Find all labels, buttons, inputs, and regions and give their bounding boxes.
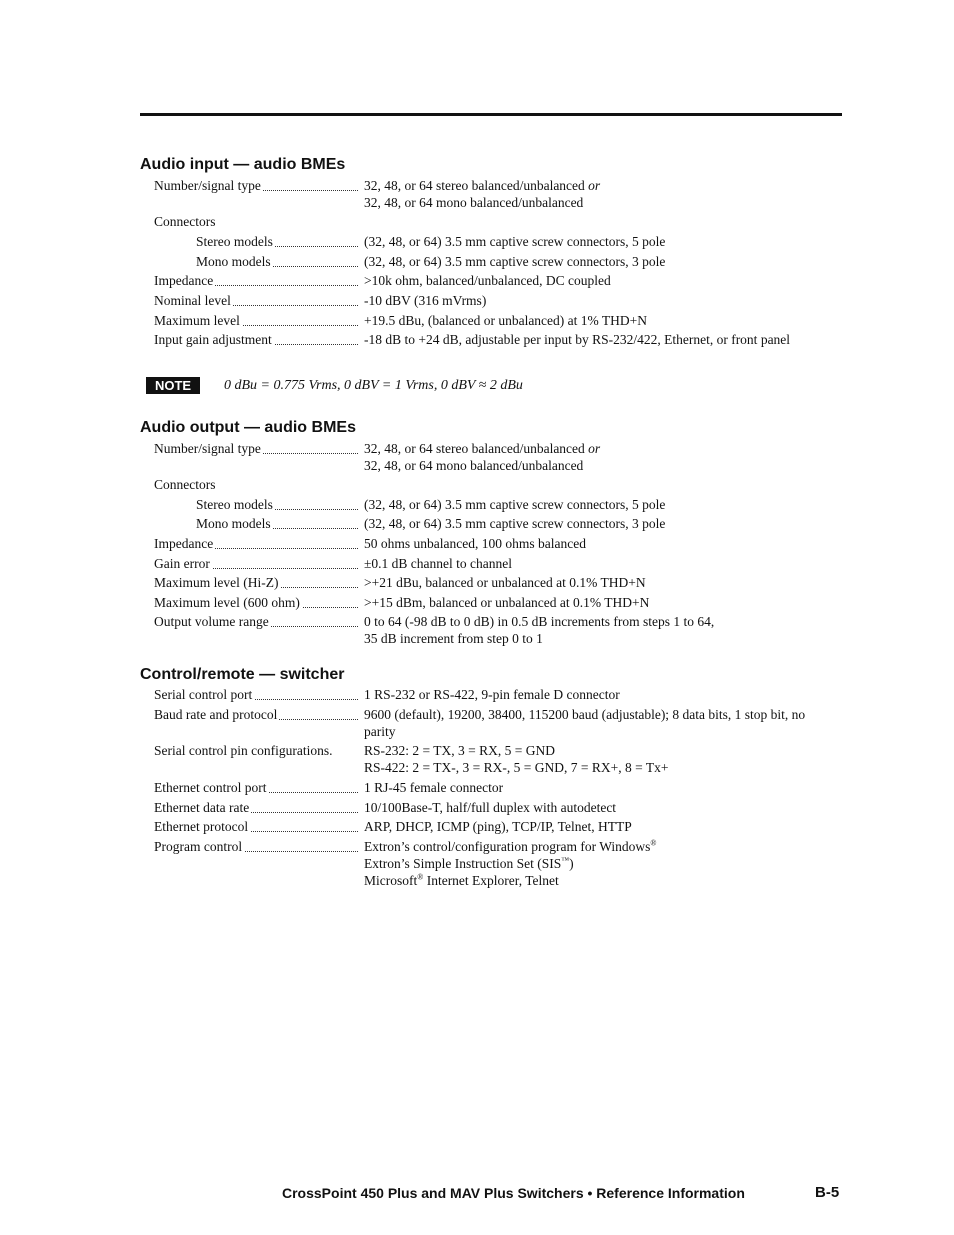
spec-value: >+15 dBm, balanced or unbalanced at 0.1% THD+N [364, 595, 650, 610]
spec-label: Gain error [154, 555, 358, 572]
spec-value: >+21 dBu, balanced or unbalanced at 0.1% THD+N [364, 575, 646, 590]
registered-mark: ® [650, 838, 657, 848]
spec-value: 1 RS-232 or RS-422, 9-pin female D connector [364, 687, 620, 702]
spec-label: Maximum level (600 ohm) [154, 594, 358, 611]
spec-value: 32, 48, or 64 stereo balanced/unbalanced or 32, 48, or 64 mono balanced/unbalanced [364, 441, 601, 473]
spec-value: (32, 48, or 64) 3.5 mm captive screw connectors, 5 pole [364, 497, 666, 512]
spec-value: RS-232: 2 = TX, 3 = RX, 5 = GND RS-422: 2 = TX-, 3 = RX-, 5 = GND, 7 = RX+, 8 = Tx+ [364, 743, 669, 775]
spec-label: Ethernet data rate [154, 799, 358, 816]
spec-label: Stereo models [196, 233, 358, 250]
spec-label: Program control [154, 838, 358, 855]
page-number: B-5 [815, 1184, 840, 1201]
spec-label: Mono models [196, 253, 358, 270]
spec-label: Input gain adjustment [154, 331, 358, 348]
spec-value: -18 dB to +24 dB, adjustable per input by RS-232/422, Ethernet, or front panel [364, 332, 791, 347]
section-title-control-remote: Control/remote — switcher [140, 666, 345, 683]
spec-label: Maximum level (Hi-Z) [154, 574, 358, 591]
spec-label: Maximum level [154, 312, 358, 329]
spec-group-label: Connectors [154, 214, 216, 229]
spec-value: -10 dBV (316 mVrms) [364, 293, 487, 308]
spec-label: Nominal level [154, 292, 358, 309]
spec-value: ARP, DHCP, ICMP (ping), TCP/IP, Telnet, HTTP [364, 819, 632, 834]
spec-value: (32, 48, or 64) 3.5 mm captive screw connectors, 5 pole [364, 234, 666, 249]
section-title-audio-output: Audio output — audio BMEs [140, 419, 356, 436]
spec-label: Ethernet protocol [154, 818, 358, 835]
spec-value: 1 RJ-45 female connector [364, 780, 504, 795]
spec-value: +19.5 dBu, (balanced or unbalanced) at 1% THD+N [364, 313, 648, 328]
spec-value: 10/100Base-T, half/full duplex with autodetect [364, 800, 617, 815]
spec-value: ±0.1 dB channel to channel [364, 556, 512, 571]
spec-label: Serial control pin configurations. [154, 743, 333, 758]
note-text: 0 dBu = 0.775 Vrms, 0 dBV = 1 Vrms, 0 dBV ≈ 2 dBu [224, 378, 523, 393]
trademark-mark: ™ [561, 855, 570, 865]
registered-mark: ® [417, 872, 424, 882]
section-title-audio-input: Audio input — audio BMEs [140, 156, 346, 173]
spec-label: Output volume range [154, 613, 358, 630]
header-rule [140, 113, 842, 116]
spec-value: 32, 48, or 64 stereo balanced/unbalanced or 32, 48, or 64 mono balanced/unbalanced [364, 178, 601, 210]
spec-label: Ethernet control port [154, 779, 358, 796]
spec-value: >10k ohm, balanced/unbalanced, DC coupled [364, 273, 611, 288]
spec-label: Baud rate and protocol [154, 706, 358, 723]
spec-label: Impedance [154, 535, 358, 552]
spec-value: Extron’s control/configuration program for Windows® Extron’s Simple Instruction Set (SIS™) Microsoft® Internet Explorer, Telnet [364, 838, 657, 888]
spec-value: 0 to 64 (-98 dB to 0 dB) in 0.5 dB increments from steps 1 to 64, 35 dB increment from step 0 to 1 [364, 614, 715, 646]
spec-label: Number/signal type [154, 440, 358, 457]
spec-label: Number/signal type [154, 177, 358, 194]
spec-label: Impedance [154, 272, 358, 289]
spec-label: Mono models [196, 515, 358, 532]
spec-value: 50 ohms unbalanced, 100 ohms balanced [364, 536, 586, 551]
spec-value: 9600 (default), 19200, 38400, 115200 baud (adjustable); 8 data bits, 1 stop bit, no parity [364, 707, 806, 739]
spec-group-label: Connectors [154, 477, 216, 492]
spec-value: (32, 48, or 64) 3.5 mm captive screw connectors, 3 pole [364, 516, 666, 531]
spec-label: Serial control port [154, 686, 358, 703]
page-footer-title: CrossPoint 450 Plus and MAV Plus Switchers • Reference Information [282, 1185, 745, 1201]
spec-label: Stereo models [196, 496, 358, 513]
spec-value: (32, 48, or 64) 3.5 mm captive screw connectors, 3 pole [364, 254, 666, 269]
note-badge: NOTE [146, 377, 200, 394]
